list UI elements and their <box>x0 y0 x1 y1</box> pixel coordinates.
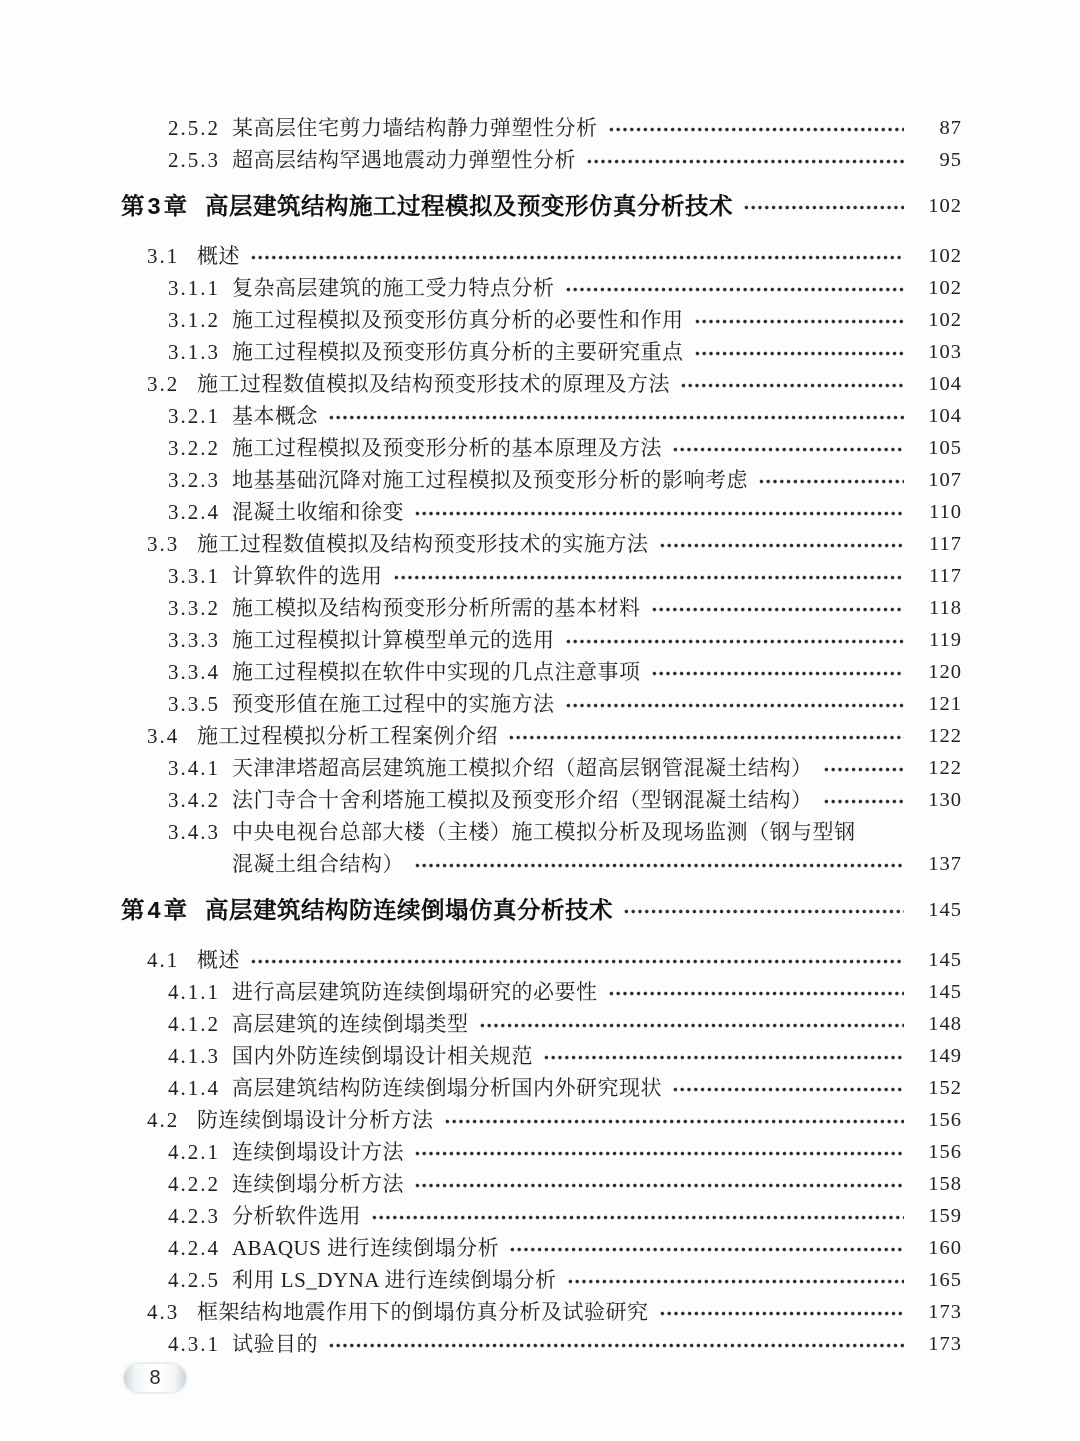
dot-leader <box>371 1200 904 1232</box>
toc-entry-number: 3.3 <box>147 532 180 556</box>
toc-entry-title: 施工过程模拟及预变形仿真分析的必要性和作用 <box>232 308 684 332</box>
page-number: 8 <box>149 1366 161 1389</box>
toc-entry-title: 高层建筑的连续倒塌类型 <box>232 1012 469 1036</box>
toc-entry-page: 103 <box>928 341 962 363</box>
toc-entry <box>168 624 962 656</box>
toc-entry <box>168 400 962 432</box>
toc-entry <box>168 784 962 816</box>
toc-entry-page: 110 <box>929 501 962 523</box>
toc-entry-number: 3.1.3 <box>168 340 220 364</box>
toc-entry-number: 2.5.3 <box>168 148 220 172</box>
toc-entry-page: 87 <box>939 117 962 139</box>
toc-entry-title: 法门寺合十舍利塔施工模拟及预变形介绍（型钢混凝土结构） <box>232 788 813 812</box>
toc-entry-title: 预变形值在施工过程中的实施方法 <box>232 692 555 716</box>
toc-entry-title: 施工过程数值模拟及结构预变形技术的原理及方法 <box>197 372 670 396</box>
toc-entry-page: 122 <box>928 725 962 747</box>
dot-leader <box>414 496 904 528</box>
toc-entry-page: 121 <box>928 693 962 715</box>
toc-entry <box>168 560 962 592</box>
toc-entry <box>168 976 962 1008</box>
toc-entry-number: 4.2.1 <box>168 1140 220 1164</box>
toc-entry <box>168 1008 962 1040</box>
dot-leader <box>659 528 905 560</box>
toc-entry-continuation <box>232 848 962 880</box>
toc-entry-page: 118 <box>929 597 962 619</box>
toc-entry-title: 高层建筑结构防连续倒塌分析国内外研究现状 <box>232 1076 662 1100</box>
toc-entry-number: 4.2.3 <box>168 1204 220 1228</box>
toc-entry <box>168 336 962 368</box>
toc-entry-page: 119 <box>929 629 962 651</box>
toc-entry <box>147 1296 962 1328</box>
toc-entry-page: 105 <box>928 437 962 459</box>
toc-entry <box>168 496 962 528</box>
toc-entry-title: 施工过程模拟及预变形仿真分析的主要研究重点 <box>232 340 684 364</box>
toc-entry-page: 120 <box>928 661 962 683</box>
toc-entry-title: 进行高层建筑防连续倒塌研究的必要性 <box>232 980 598 1004</box>
dot-leader <box>672 1072 904 1104</box>
dot-leader <box>414 848 904 880</box>
toc-entry-page: 145 <box>928 949 962 971</box>
toc-entry-page: 102 <box>928 309 962 331</box>
dot-leader <box>565 272 905 304</box>
toc-entry-title: 施工过程数值模拟及结构预变形技术的实施方法 <box>197 532 649 556</box>
dot-leader <box>565 624 905 656</box>
toc-entry-title: 施工过程模拟及预变形分析的基本原理及方法 <box>232 436 662 460</box>
toc-entry-number: 4.1.1 <box>168 980 220 1004</box>
toc-entry-title: 防连续倒塌设计分析方法 <box>197 1108 434 1132</box>
toc-entry <box>168 592 962 624</box>
dot-leader <box>758 464 904 496</box>
toc-entry-number: 3.2.3 <box>168 468 220 492</box>
toc-entry <box>168 1200 962 1232</box>
dot-leader <box>586 144 904 176</box>
toc-entry <box>147 944 962 976</box>
toc-entry-number: 4.2.5 <box>168 1268 220 1292</box>
dot-leader <box>328 1328 904 1360</box>
dot-leader <box>250 240 904 272</box>
toc-entry-title: 超高层结构罕遇地震动力弹塑性分析 <box>232 148 576 172</box>
dot-leader <box>608 976 905 1008</box>
toc-entry <box>168 1232 962 1264</box>
toc-entry-page: 95 <box>939 149 962 171</box>
toc-entry-page: 102 <box>928 195 962 217</box>
toc-entry-title: 试验目的 <box>232 1332 318 1356</box>
toc-entry-number: 4.3 <box>147 1300 180 1324</box>
toc-entry-title: 高层建筑结构防连续倒塌仿真分析技术 <box>205 897 613 923</box>
dot-leader <box>414 1136 904 1168</box>
toc-entry-title: 施工过程模拟计算模型单元的选用 <box>232 628 555 652</box>
toc-entry-number: 第4章 <box>121 897 191 923</box>
toc-entry-page: 156 <box>928 1109 962 1131</box>
toc-entry-page: 104 <box>928 373 962 395</box>
dot-leader <box>250 944 904 976</box>
toc-entry-number: 3.4.1 <box>168 756 220 780</box>
toc-entry-title: 高层建筑结构施工过程模拟及预变形仿真分析技术 <box>205 193 733 219</box>
toc-entry-number: 3.3.4 <box>168 660 220 684</box>
toc-entry-page: 130 <box>928 789 962 811</box>
toc-entry-number: 4.1 <box>147 948 180 972</box>
toc-entry-number: 4.2.2 <box>168 1172 220 1196</box>
toc-entry <box>168 464 962 496</box>
toc-entry-title: 连续倒塌设计方法 <box>232 1140 404 1164</box>
dot-leader <box>608 112 905 144</box>
toc-entry <box>147 1104 962 1136</box>
dot-leader <box>659 1296 905 1328</box>
dot-leader <box>823 784 905 816</box>
toc-entry-page: 165 <box>928 1269 962 1291</box>
toc-entry-number: 3.4.3 <box>168 820 220 844</box>
dot-leader <box>672 432 904 464</box>
toc-entry-title: 国内外防连续倒塌设计相关规范 <box>232 1044 533 1068</box>
toc-entry-title: 天津津塔超高层建筑施工模拟介绍（超高层钢管混凝土结构） <box>232 756 813 780</box>
toc-entry <box>168 1264 962 1296</box>
toc-entry-number: 3.3.1 <box>168 564 220 588</box>
toc-entry <box>121 190 962 222</box>
dot-leader <box>567 1264 904 1296</box>
toc-entry <box>168 656 962 688</box>
toc-entry-page: 152 <box>928 1077 962 1099</box>
toc-entry <box>147 720 962 752</box>
toc-entry-number: 3.4.2 <box>168 788 220 812</box>
dot-leader <box>651 656 905 688</box>
toc-entry-number: 3.2.4 <box>168 500 220 524</box>
dot-leader <box>479 1008 905 1040</box>
toc-entry-number: 3.3.5 <box>168 692 220 716</box>
toc-entry <box>147 368 962 400</box>
toc-entry <box>147 528 962 560</box>
dot-leader <box>823 752 905 784</box>
dot-leader <box>743 190 904 222</box>
toc-entry-title: 复杂高层建筑的施工受力特点分析 <box>232 276 555 300</box>
toc-entry-number: 4.1.3 <box>168 1044 220 1068</box>
toc-entry-page: 107 <box>928 469 962 491</box>
toc-entry-number: 3.1 <box>147 244 180 268</box>
toc-entry-number: 3.4 <box>147 724 180 748</box>
toc-entry-page: 102 <box>928 277 962 299</box>
toc-entry <box>168 432 962 464</box>
toc-entry-page: 148 <box>928 1013 962 1035</box>
toc-entry-title: 基本概念 <box>232 404 318 428</box>
toc-entry-page: 117 <box>929 565 962 587</box>
toc-entry-page: 145 <box>928 899 962 921</box>
toc-entry-number: 第3章 <box>121 193 191 219</box>
toc-entry <box>168 1072 962 1104</box>
toc-entry <box>147 240 962 272</box>
toc-entry-page: 117 <box>929 533 962 555</box>
toc-entry <box>168 1040 962 1072</box>
toc-entry-page: 160 <box>928 1237 962 1259</box>
dot-leader <box>694 336 905 368</box>
toc-entry-page: 159 <box>928 1205 962 1227</box>
toc-entry-number: 2.5.2 <box>168 116 220 140</box>
toc-entry-title: 概述 <box>197 244 240 268</box>
toc-entry <box>168 144 962 176</box>
toc-entry-number: 4.1.4 <box>168 1076 220 1100</box>
toc-entry-number: 3.3.3 <box>168 628 220 652</box>
dot-leader <box>623 894 904 926</box>
dot-leader <box>509 1232 904 1264</box>
dot-leader <box>508 720 904 752</box>
toc-entry-title: 分析软件选用 <box>232 1204 361 1228</box>
toc-entry-number: 3.2.1 <box>168 404 220 428</box>
toc-entry-page: 149 <box>928 1045 962 1067</box>
toc-entry <box>168 304 962 336</box>
toc-entry-page: 156 <box>928 1141 962 1163</box>
toc-entry-title: 施工模拟及结构预变形分析所需的基本材料 <box>232 596 641 620</box>
toc-entry <box>168 272 962 304</box>
toc-entry-title: 施工过程模拟在软件中实现的几点注意事项 <box>232 660 641 684</box>
toc-entry-title: 框架结构地震作用下的倒塌仿真分析及试验研究 <box>197 1300 649 1324</box>
dot-leader <box>543 1040 904 1072</box>
dot-leader <box>694 304 905 336</box>
dot-leader <box>444 1104 905 1136</box>
toc-entry-title: 混凝土组合结构） <box>232 852 404 876</box>
toc-entry-page: 104 <box>928 405 962 427</box>
toc-entry-page: 137 <box>928 853 962 875</box>
toc-entry-title: 中央电视台总部大楼（主楼）施工模拟分析及现场监测（钢与型钢 <box>232 820 856 844</box>
dot-leader <box>565 688 905 720</box>
toc-entry-title: 计算软件的选用 <box>232 564 383 588</box>
toc-entry-title: 利用 LS_DYNA 进行连续倒塌分析 <box>232 1268 557 1292</box>
toc-entry-title: 某高层住宅剪力墙结构静力弹塑性分析 <box>232 116 598 140</box>
toc-entry-page: 102 <box>928 245 962 267</box>
toc-entry-number: 3.3.2 <box>168 596 220 620</box>
toc-entry-number: 4.2 <box>147 1108 180 1132</box>
toc-entry-page: 173 <box>928 1333 962 1355</box>
toc-entry <box>168 1136 962 1168</box>
toc-entry-page: 173 <box>928 1301 962 1323</box>
toc-entry-page: 122 <box>928 757 962 779</box>
toc-entry-page: 145 <box>928 981 962 1003</box>
toc-entry-number: 3.2 <box>147 372 180 396</box>
toc-entry-page: 158 <box>928 1173 962 1195</box>
toc-entry-number: 4.1.2 <box>168 1012 220 1036</box>
toc-entry-title: 连续倒塌分析方法 <box>232 1172 404 1196</box>
toc-entry-title: 地基基础沉降对施工过程模拟及预变形分析的影响考虑 <box>232 468 748 492</box>
toc-entry-title: ABAQUS 进行连续倒塌分析 <box>232 1236 500 1260</box>
dot-leader <box>651 592 905 624</box>
toc-entry <box>168 752 962 784</box>
dot-leader <box>414 1168 904 1200</box>
toc-entry-title: 施工过程模拟分析工程案例介绍 <box>197 724 498 748</box>
toc-entry <box>168 1328 962 1360</box>
toc-entry-number: 4.2.4 <box>168 1236 220 1260</box>
dot-leader <box>393 560 905 592</box>
toc-entry-number: 3.1.1 <box>168 276 220 300</box>
toc-entry <box>168 816 962 848</box>
toc-entry-title: 混凝土收缩和徐变 <box>232 500 404 524</box>
dot-leader <box>328 400 904 432</box>
toc-entry-title: 概述 <box>197 948 240 972</box>
toc-entry <box>168 112 962 144</box>
toc-entry <box>168 1168 962 1200</box>
toc-entry-number: 3.1.2 <box>168 308 220 332</box>
toc-entry-number: 3.2.2 <box>168 436 220 460</box>
dot-leader <box>680 368 904 400</box>
toc-entry <box>121 894 962 926</box>
toc-entry-number: 4.3.1 <box>168 1332 220 1356</box>
page-number-badge <box>124 1364 186 1392</box>
toc-entry <box>168 688 962 720</box>
